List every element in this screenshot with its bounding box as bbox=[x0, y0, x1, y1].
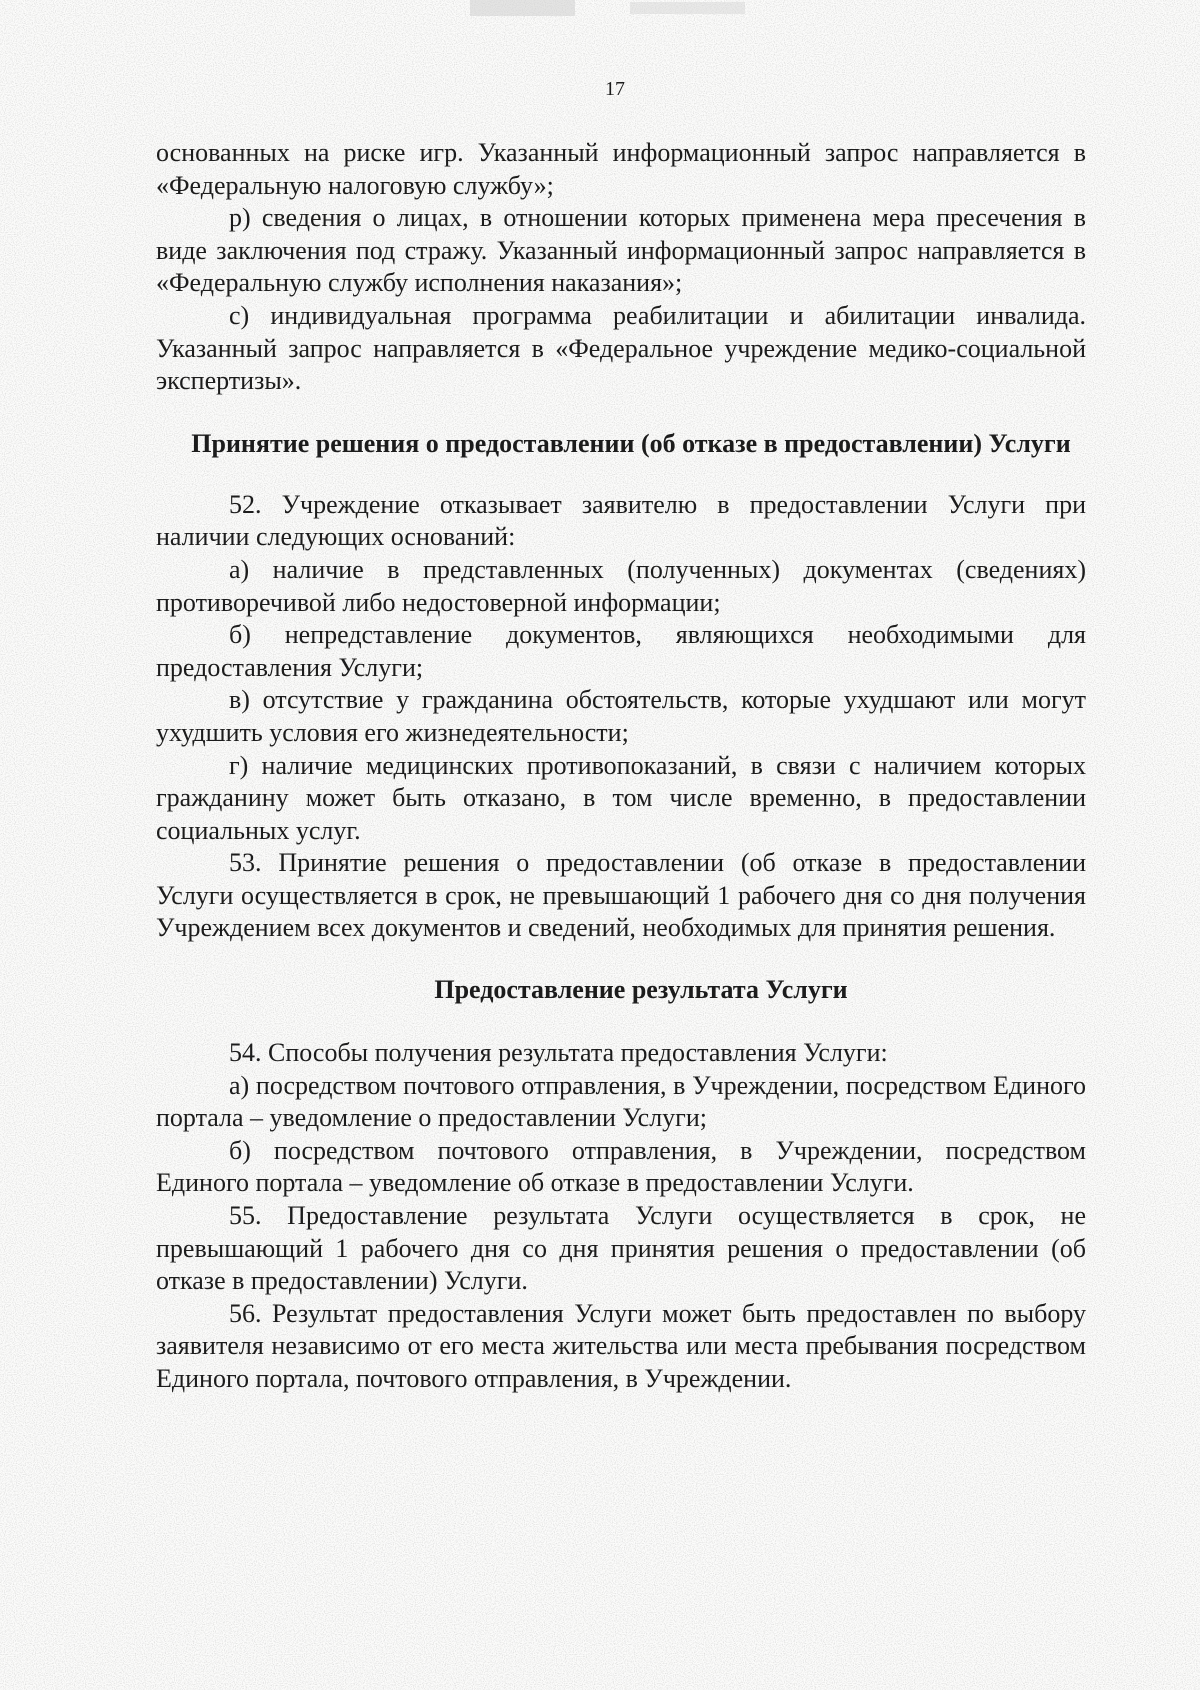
paragraph-continuation: основанных на риске игр. Указанный информационный запрос направляется в «Федеральную налоговую службу»; bbox=[156, 138, 1086, 200]
paragraph-56: 56. Результат предоставления Услуги может быть предоставлен по выбору заявителя независимо от его места жительства или места пребывания посредством Единого портала, почтового отправления, в Учреждении. bbox=[156, 1298, 1086, 1393]
document-body bbox=[156, 137, 1086, 1396]
paragraph-52-v: в) отсутствие у гражданина обстоятельств, которые ухудшают или могут ухудшить условия его жизнедеятельности; bbox=[156, 685, 1086, 747]
paragraph-52: 52. Учреждение отказывает заявителю в предоставлении Услуги при наличии следующих оснований: bbox=[156, 489, 1086, 552]
section-heading-result: Предоставление результата Услуги bbox=[434, 975, 848, 1005]
paragraph-53: 53. Принятие решения о предоставлении (об отказе в предоставлении Услуги осуществляется в срок, не превышающий 1 рабочего дня со дня получения Учреждением всех документов и сведений, необходимых для принятия решения. bbox=[156, 848, 1086, 943]
section-heading-decision: Принятие решения о предоставлении (об отказе в предоставлении) Услуги bbox=[191, 428, 1071, 458]
paragraph-52-g: г) наличие медицинских противопоказаний, в связи с наличием которых гражданину может быть отказано, в том числе временно, в предоставлении социальных услуг. bbox=[156, 750, 1086, 845]
paragraph-54-a: а) посредством почтового отправления, в Учреждении, посредством Единого портала – уведомление о предоставлении Услуги; bbox=[156, 1070, 1086, 1133]
paragraph-item-s: с) индивидуальная программа реабилитации и абилитации инвалида. Указанный запрос направляется в «Федеральное учреждение медико-социальной экспертизы». bbox=[156, 300, 1086, 396]
paragraph-54: 54. Способы получения результата предоставления Услуги: bbox=[229, 1038, 888, 1068]
paragraph-54-b: б) посредством почтового отправления, в Учреждении, посредством Единого портала – уведомление об отказе в предоставлении Услуги. bbox=[156, 1135, 1086, 1198]
paragraph-55: 55. Предоставление результата Услуги осуществляется в срок, не превышающий 1 рабочего дня со дня принятия решения о предоставлении (об отказе в предоставлении) Услуги. bbox=[156, 1201, 1086, 1296]
paragraph-52-b: б) непредставление документов, являющихся необходимыми для предоставления Услуги; bbox=[156, 620, 1086, 682]
paragraph-item-r: р) сведения о лицах, в отношении которых применена мера пресечения в виде заключения под стражу. Указанный информационный запрос направляется в «Федеральную службу исполнения наказания»; bbox=[156, 203, 1086, 298]
page-number: 17 bbox=[605, 78, 625, 100]
paragraph-52-a: а) наличие в представленных (полученных) документах (сведениях) противоречивой либо недостоверной информации; bbox=[156, 554, 1086, 617]
